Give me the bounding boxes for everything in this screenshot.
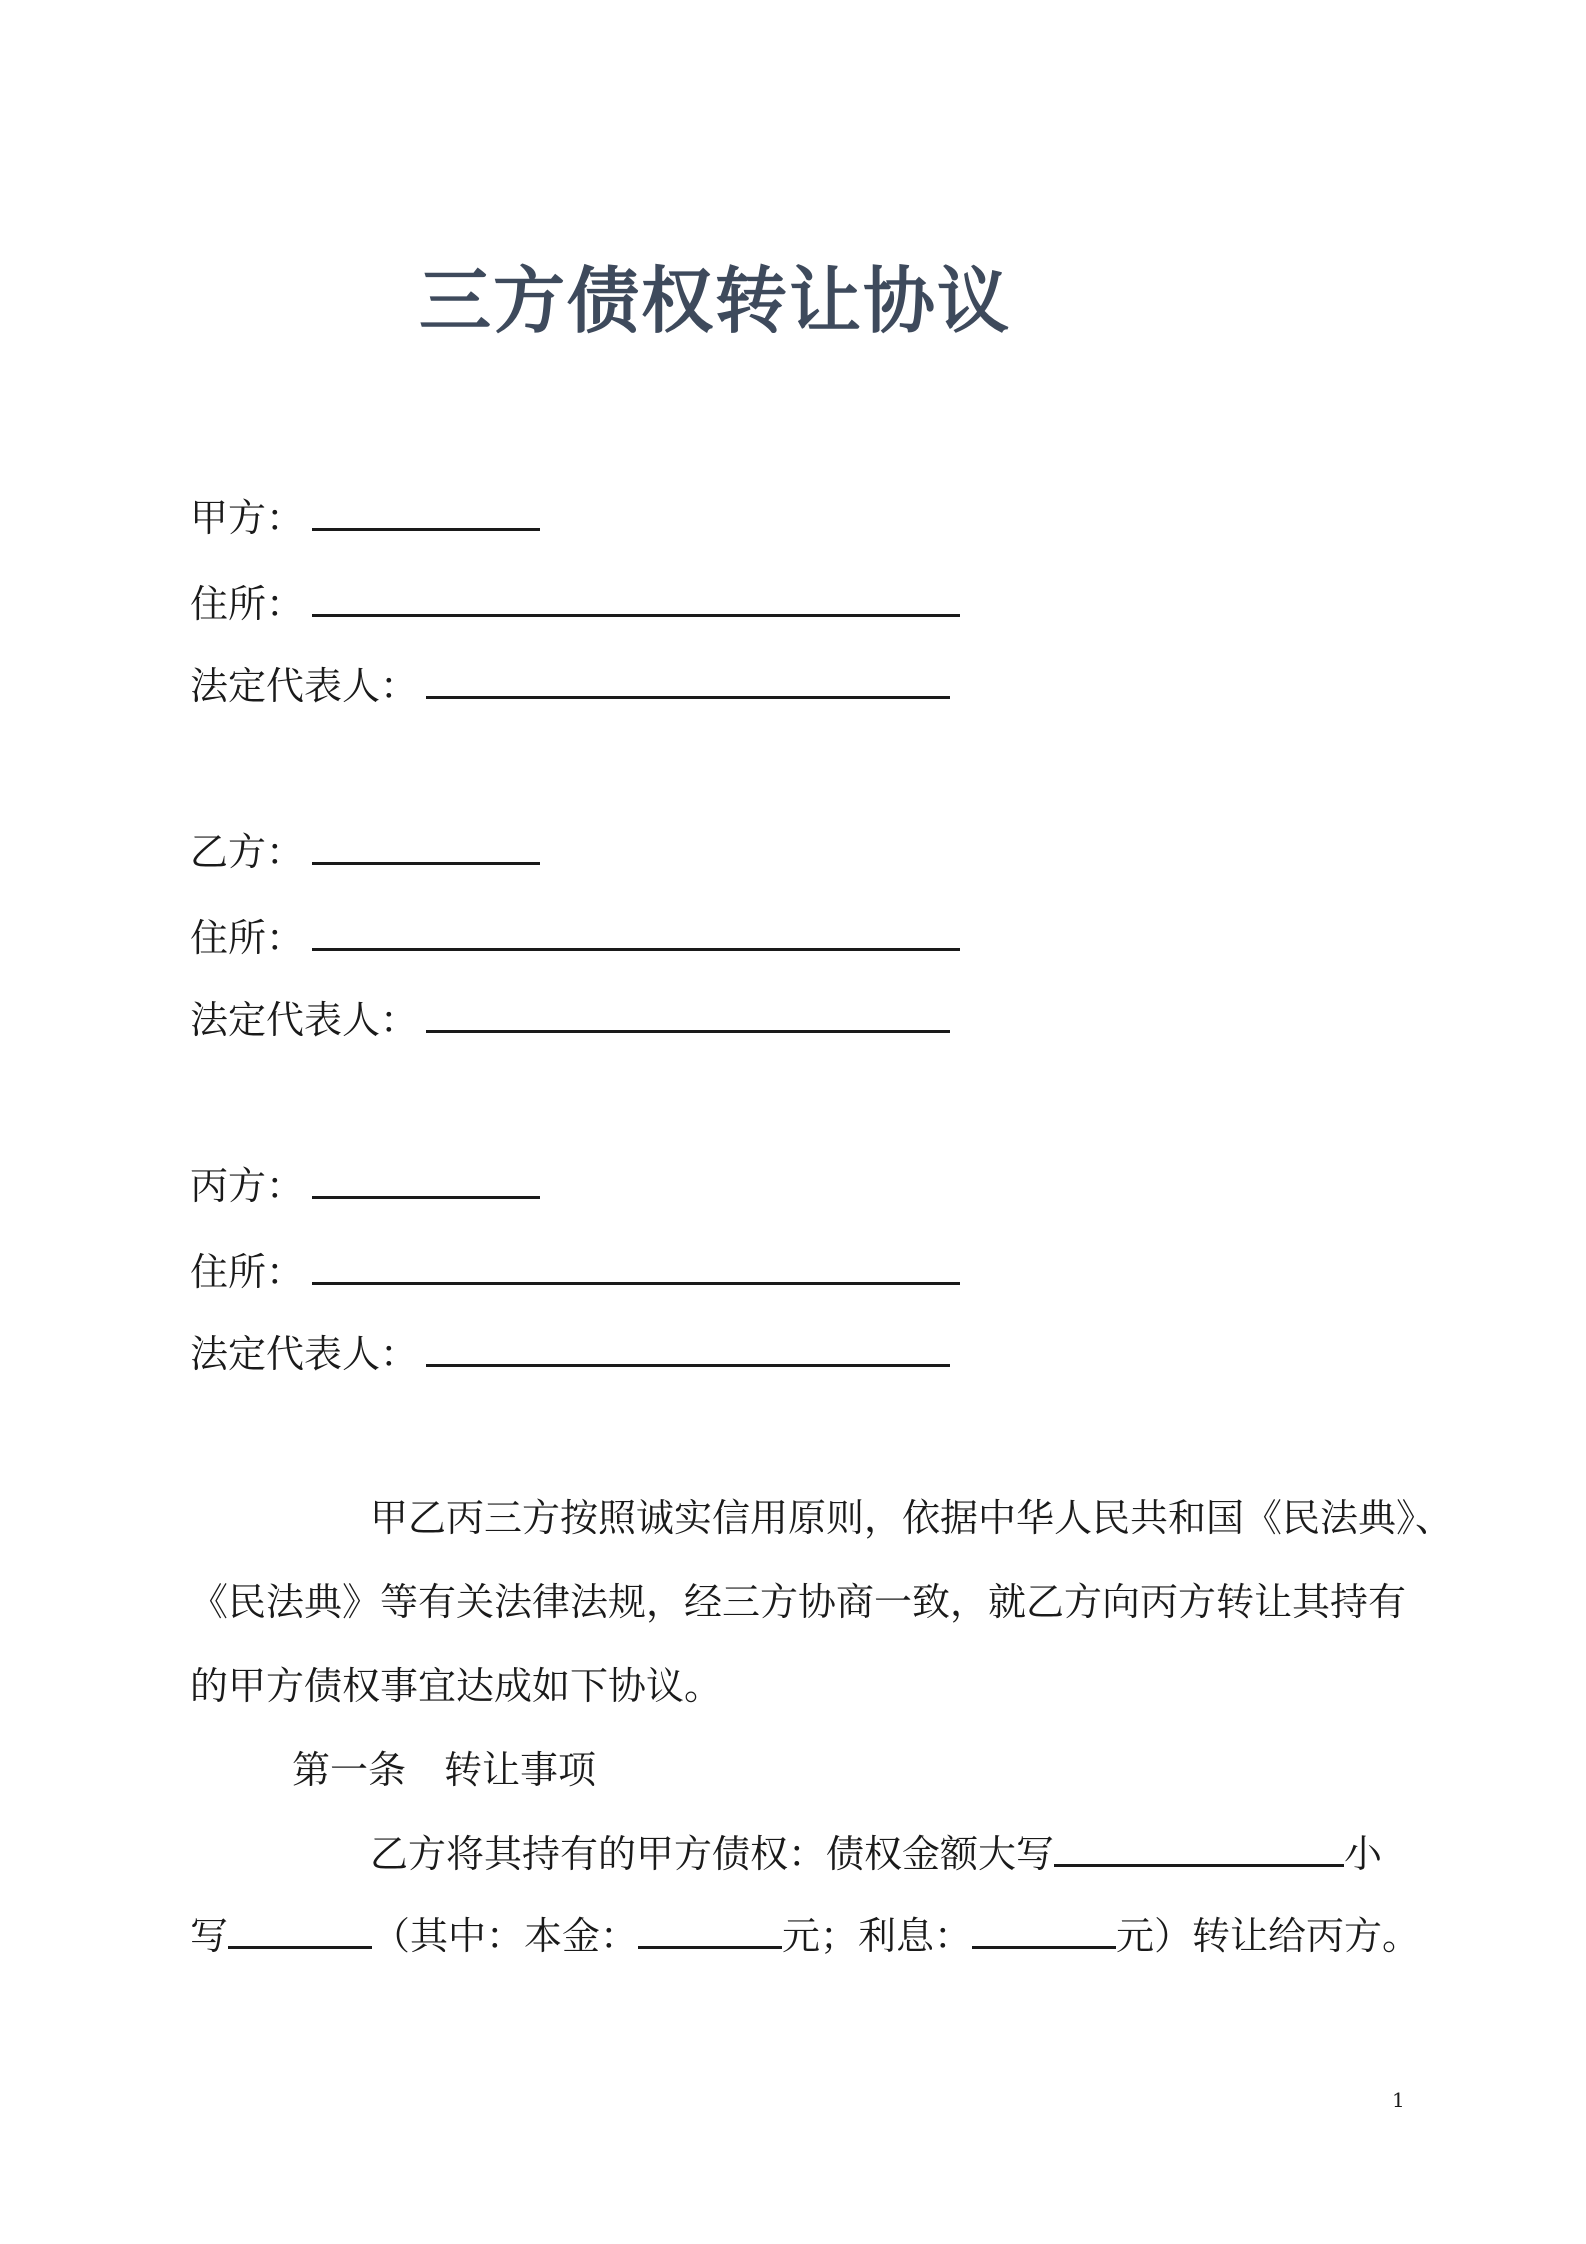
party-c-blank (312, 1164, 540, 1199)
party-b-address-field (190, 916, 960, 962)
document-title: 三方债权转让协议 (418, 259, 1011, 343)
party-b-address-blank (312, 916, 960, 951)
amount-in-figures-blank (228, 1914, 372, 1949)
party-a-address-blank (312, 582, 960, 617)
party-b-label: 乙方： (190, 830, 305, 874)
preamble-line-1: 甲乙丙三方按照诚实信用原则，依据中华人民共和国《民法典》、 (370, 1496, 1454, 1540)
party-a-rep-label: 法定代表人： (190, 664, 419, 708)
party-c-address-label: 住所： (190, 1250, 305, 1294)
party-c-rep-blank (426, 1332, 950, 1367)
party-b-blank (312, 830, 540, 865)
party-b-rep-field (190, 998, 950, 1044)
interest-blank (972, 1914, 1116, 1949)
party-c-rep-field (190, 1332, 950, 1378)
party-b-address-label: 住所： (190, 916, 305, 960)
article-1-line-1 (370, 1832, 1382, 1878)
amount-in-words-blank (1054, 1832, 1344, 1867)
party-c-address-blank (312, 1250, 960, 1285)
party-b-rep-label: 法定代表人： (190, 998, 419, 1042)
party-a-address-label: 住所： (190, 582, 305, 626)
party-c-label: 丙方： (190, 1164, 305, 1208)
party-a-field (190, 496, 540, 542)
party-a-rep-field (190, 664, 950, 710)
principal-blank (638, 1914, 782, 1949)
article-1-line-1-text: 乙方将其持有的甲方债权：债权金额大写 (370, 1832, 1055, 1876)
article-1-line-2 (190, 1914, 1420, 1960)
article-1-line-2-mid-1: （其中：本金： (372, 1914, 639, 1958)
party-c-rep-label: 法定代表人： (190, 1332, 419, 1376)
party-a-blank (312, 496, 540, 531)
party-b-rep-blank (426, 998, 950, 1033)
party-a-address-field (190, 582, 960, 628)
article-1-line-2-end: 元）转让给丙方。 (1116, 1914, 1421, 1958)
preamble-line-3: 的甲方债权事宜达成如下协议。 (190, 1664, 723, 1708)
party-b-field (190, 830, 540, 876)
page-number: 1 (1392, 2088, 1405, 2112)
article-1-line-2-start: 写 (190, 1914, 229, 1958)
article-1-line-1-end: 小 (1344, 1832, 1383, 1876)
party-c-field (190, 1164, 540, 1210)
party-c-address-field (190, 1250, 960, 1296)
article-1-heading: 第一条 转让事项 (292, 1748, 597, 1792)
party-a-label: 甲方： (190, 496, 305, 540)
party-a-rep-blank (426, 664, 950, 699)
preamble-line-2: 《民法典》等有关法律法规，经三方协商一致，就乙方向丙方转让其持有 (190, 1580, 1407, 1624)
article-1-line-2-mid-2: 元；利息： (782, 1914, 973, 1958)
